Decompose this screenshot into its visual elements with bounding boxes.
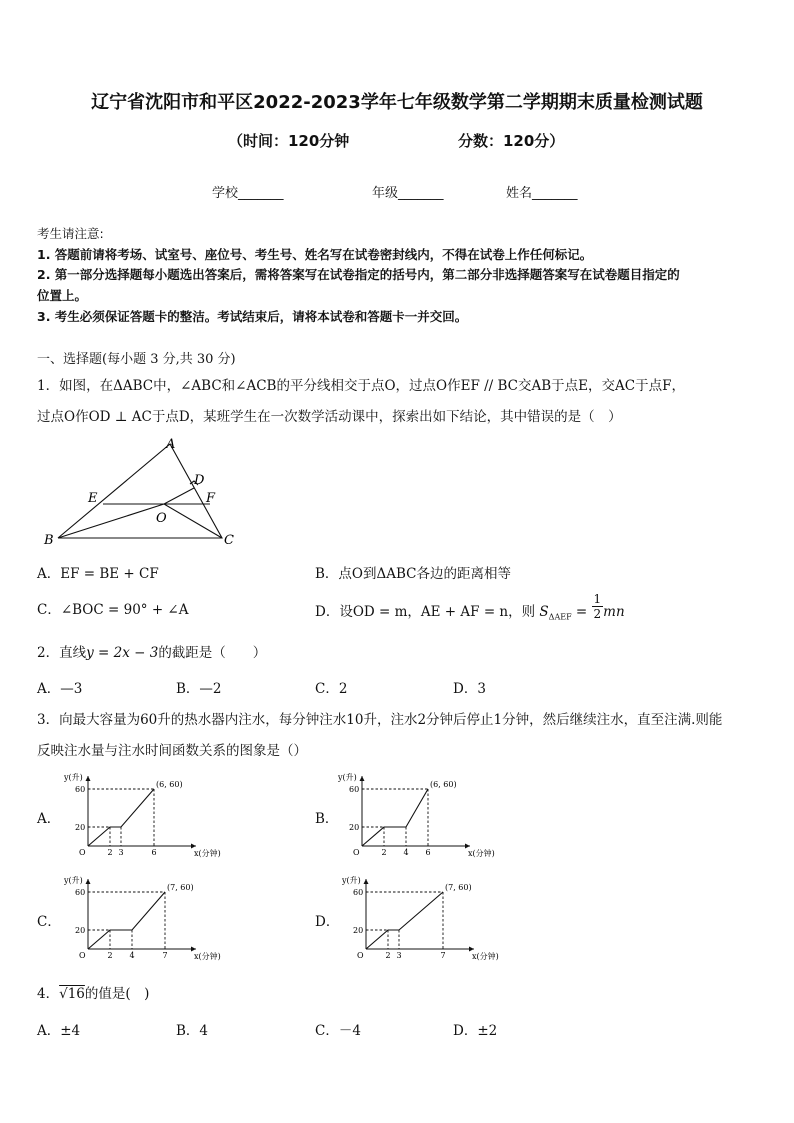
y-tick-60: 60 [349, 785, 360, 794]
q4-stem-tail: 的值是( ) [84, 986, 150, 1002]
notice-item: 3. 考生必须保证答题卡的整洁。考试结束后，请将本试卷和答题卡一并交回。 [37, 309, 468, 324]
y-tick-20: 20 [75, 823, 86, 832]
y-axis-arrow [360, 776, 365, 781]
sqrt-16: √16 [59, 986, 85, 1002]
q1-option-b[interactable]: B．点O到ΔABC各边的距离相等 [315, 566, 511, 582]
origin-label: O [79, 951, 86, 960]
exam-time: （时间：120分钟 [228, 132, 350, 150]
q3-option-b-letter[interactable]: B． [315, 811, 339, 827]
y-axis-label: y(升) [338, 773, 357, 782]
x-tick-label: 7 [162, 951, 168, 960]
q4-option-c[interactable]: C．－4 [315, 1023, 361, 1039]
q2-stem-tail: 的截距是（ ） [158, 645, 267, 661]
q2-option-c[interactable]: C．2 [315, 681, 348, 697]
x-tick-label: 2 [107, 848, 113, 857]
x-tick-label: 2 [107, 951, 113, 960]
q3-option-c-letter[interactable]: C． [37, 914, 61, 930]
y-tick-20: 20 [75, 926, 86, 935]
x-tick-label: 7 [440, 951, 446, 960]
y-axis-arrow [86, 879, 91, 884]
equals-sign: = [575, 604, 588, 620]
origin-label: O [357, 951, 364, 960]
origin-label: O [79, 848, 86, 857]
q1-option-a[interactable]: A．EF = BE + CF [37, 566, 159, 582]
label-B: B [44, 533, 54, 548]
exam-score: 分数：120分） [458, 132, 565, 150]
q4-stem [37, 982, 149, 1002]
y-tick-20: 20 [353, 926, 364, 935]
x-tick-label: 2 [385, 951, 391, 960]
label-F: F [206, 491, 216, 506]
fraction-numerator: 1 [593, 592, 602, 606]
x-axis-arrow [469, 947, 474, 952]
y-tick-60: 60 [75, 785, 86, 794]
q3-stem-line2: 反映注水量与注水时间函数关系的图象是（） [37, 743, 307, 759]
grade-field: 年级_______ [372, 186, 444, 201]
q1-option-d-text: D．设OD = m，AE + AF = n，则 [315, 604, 536, 620]
x-tick-label: 3 [118, 848, 124, 857]
school-field: 学校_______ [212, 186, 284, 201]
q3-graph-a[interactable] [62, 770, 222, 862]
notice-heading: 考生请注意: [37, 226, 104, 241]
q3-option-d-letter[interactable]: D． [315, 914, 340, 930]
q3-graph-b[interactable] [336, 770, 496, 862]
water-volume-line [362, 789, 428, 846]
product-mn: mn [603, 604, 625, 620]
label-E: E [88, 491, 98, 506]
x-axis-arrow [465, 844, 470, 849]
x-tick-label: 6 [425, 848, 431, 857]
q1-triangle-figure [40, 432, 250, 550]
x-tick-label: 4 [403, 848, 409, 857]
q3-stem-line1: 3．向最大容量为60升的热水器内注水，每分钟注水10升，注水2分钟后停止1分钟，然后继续注水，直至注满.则能 [37, 712, 723, 728]
area-symbol: S [539, 604, 549, 620]
q2-option-a[interactable]: A．—3 [37, 681, 83, 697]
x-tick-label: 3 [396, 951, 402, 960]
y-tick-60: 60 [75, 888, 86, 897]
q4-stem-number: 4． [37, 986, 60, 1002]
page-title: 辽宁省沈阳市和平区2022-2023学年七年级数学第二学期期末质量检测试题 [91, 92, 703, 113]
q1-stem-line2: 过点O作OD ⊥ AC于点D，某班学生在一次数学活动课中，探索出如下结论，其中错误的是（ ） [37, 409, 622, 425]
area-subscript: ΔAEF [548, 612, 572, 622]
x-axis-label: x(分钟) [468, 849, 495, 858]
x-tick-label: 6 [151, 848, 157, 857]
water-volume-line [88, 892, 165, 949]
q1-option-d[interactable] [315, 592, 625, 627]
fraction-denominator: 2 [593, 607, 602, 621]
water-volume-line [366, 892, 443, 949]
x-axis-label: x(分钟) [194, 849, 221, 858]
end-point-label: (7, 60) [167, 883, 194, 892]
y-axis-label: y(升) [342, 876, 361, 885]
end-point-label: (7, 60) [445, 883, 472, 892]
q4-option-a[interactable]: A．±4 [37, 1023, 81, 1039]
line-equation: y = 2x − 3 [86, 645, 159, 661]
y-axis-label: y(升) [64, 876, 83, 885]
y-tick-60: 60 [353, 888, 364, 897]
x-axis-label: x(分钟) [194, 952, 221, 961]
x-axis-arrow [191, 947, 196, 952]
q4-option-b[interactable]: B．4 [176, 1023, 209, 1039]
q2-stem [37, 641, 266, 661]
label-C: C [224, 533, 234, 548]
label-O: O [156, 511, 167, 526]
name-field: 姓名_______ [506, 186, 578, 201]
q3-graph-d[interactable] [340, 873, 500, 965]
notice-item: 1. 答题前请将考场、试室号、座位号、考生号、姓名写在试卷密封线内，不得在试卷上作任何标记。 [37, 247, 593, 262]
end-point-label: (6, 60) [430, 780, 457, 789]
q1-option-c[interactable]: C．∠BOC = 90° + ∠A [37, 602, 189, 618]
y-axis-arrow [364, 879, 369, 884]
q2-option-b[interactable]: B．—2 [176, 681, 222, 697]
section-heading: 一、选择题(每小题 3 分,共 30 分) [37, 352, 236, 367]
notice-item: 2. 第一部分选择题每小题选出答案后，需将答案写在试卷指定的括号内，第二部分非选择题答案写在试卷题目指定的 [37, 267, 680, 282]
label-A: A [166, 437, 176, 452]
notice-item: 位置上。 [37, 288, 88, 303]
q1-stem-line1: 1．如图，在ΔABC中，∠ABC和∠ACB的平分线相交于点O，过点O作EF // BC交AB于点E，交AC于点F， [37, 378, 685, 394]
x-axis-label: x(分钟) [472, 952, 499, 961]
q2-stem-text: 2．直线 [37, 645, 87, 661]
y-axis-arrow [86, 776, 91, 781]
q4-option-d[interactable]: D．±2 [453, 1023, 498, 1039]
q2-option-d[interactable]: D．3 [453, 681, 486, 697]
q3-graph-c[interactable] [62, 873, 222, 965]
y-tick-20: 20 [349, 823, 360, 832]
y-axis-label: y(升) [64, 773, 83, 782]
x-tick-label: 2 [381, 848, 387, 857]
label-D: D [194, 473, 205, 488]
end-point-label: (6, 60) [156, 780, 183, 789]
x-tick-label: 4 [129, 951, 135, 960]
x-axis-arrow [191, 844, 196, 849]
q3-option-a-letter[interactable]: A． [37, 811, 61, 827]
origin-label: O [353, 848, 360, 857]
